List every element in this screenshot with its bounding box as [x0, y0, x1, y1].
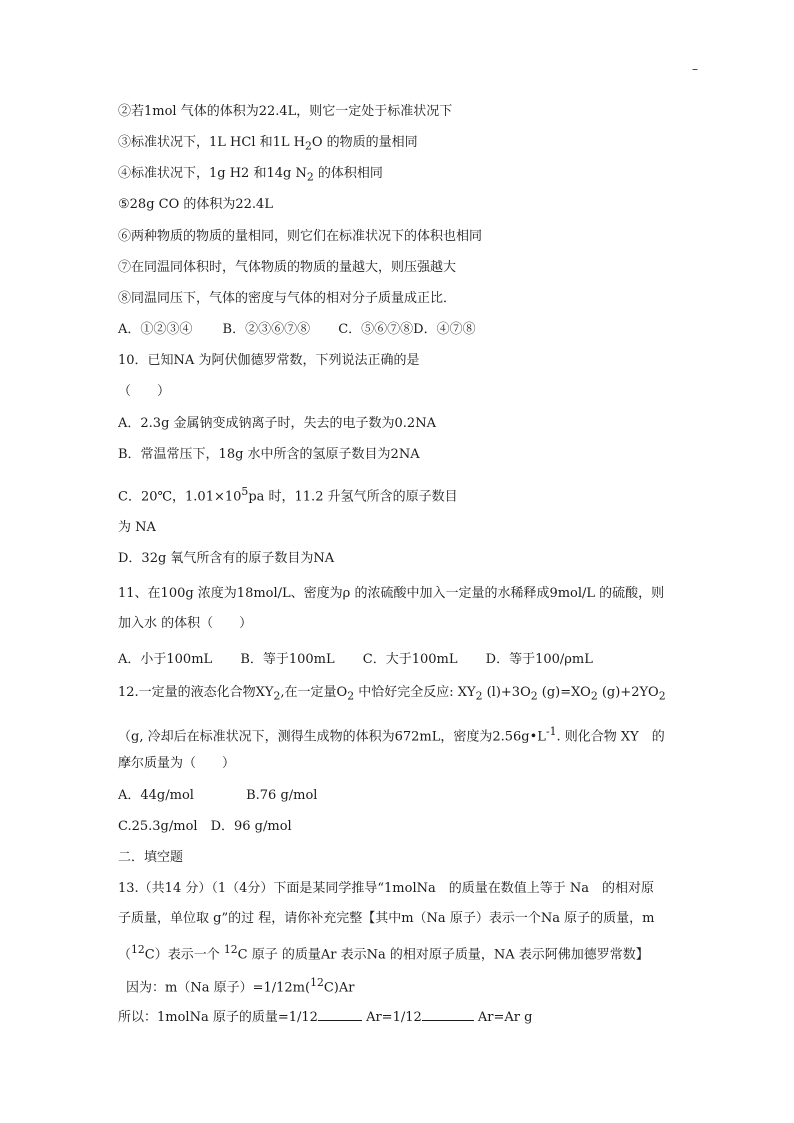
q9-statement-3: ③标准状况下，1L HCl 和1L $H_2O$ 的物质的量相同 [118, 135, 418, 153]
q10-option-a: A．2.3g 金属钠变成钠离子时，失去的电子数为0.2NA [118, 416, 436, 431]
q11-option-c: C．大于100mL [362, 652, 458, 667]
q13-stem: 13.（共14 分）（1（4分）下面是某同学推导“1molNa 的质量在数值上等于 Na 的相对原 [118, 881, 655, 896]
q9-statement-4: ④标准状况下，1g H2 和14g $N_2$ 的体积相同 [118, 166, 383, 184]
answer-blank-1[interactable] [318, 1008, 362, 1021]
q11-option-a: A．小于100mL [118, 652, 213, 667]
q10-option-c-continued: 为 NA [118, 520, 156, 535]
q10-option-d: D．32g 氧气所含有的原子数目为NA [118, 551, 335, 566]
q11-option-d: D．等于100/ρmL [485, 652, 593, 667]
q9-statement-2: ②若1mol 气体的体积为22.4L，则它一定处于标准状况下 [118, 104, 453, 119]
q11-stem-continued: 加入水 的体积（ ） [118, 616, 253, 631]
q13-definitions: （$^{12}$C）表示一个 $^{12}$C 原子 的质量Ar 表示Na 的相对原子质量，NA 表示阿佛加德罗常数】 [118, 943, 649, 963]
q12-options-cd: C.25.3g/mol D．96 g/mol [118, 819, 292, 834]
q9-statement-5: ⑤28g CO 的体积为22.4L [118, 197, 273, 212]
q9-option-cd: C．⑤⑥⑦⑧D．④⑦⑧ [338, 322, 476, 337]
q9-statement-6: ⑥两种物质的物质的量相同，则它们在标准状况下的体积也相同 [118, 229, 483, 244]
q10-answer-paren: （ ） [118, 384, 171, 399]
q12-option-a: A．44g/mol [118, 788, 194, 803]
q12-stem: 12.一定量的液态化合物$XY_2$,在一定量$O_2$ 中恰好完全反应: $XY_2$ $(l)+3O_2$ $(g)=XO_2$ $(g)+2YO_2$ [118, 685, 666, 703]
q9-option-a: A．①②③④ [118, 322, 193, 337]
q13-therefore: 所以：1molNa 原子的质量=1/12 Ar=1/12 Ar=Ar g [118, 1010, 533, 1025]
q13-stem-continued: 子质量，单位取 g”的过 程，请你补充完整【其中m（Na 原子）表示一个Na 原子的质量，m [118, 911, 655, 926]
q10-option-c: C．20℃，$1.01\times 10^5pa$ 时，11.2 升氢气所含的原子数目 [118, 485, 458, 505]
q9-option-b: B．②③⑥⑦⑧ [222, 322, 311, 337]
q11-options [118, 651, 593, 669]
q12-stem-end: 摩尔质量为（ ） [118, 756, 236, 771]
q12-option-b: B.76 g/mol [246, 788, 318, 803]
q12-options-ab [118, 787, 317, 805]
answer-blank-2[interactable] [422, 1008, 474, 1021]
q11-option-b: B．等于100mL [240, 652, 335, 667]
section-title: 二．填空题 [118, 850, 184, 865]
q9-statement-8: ⑧同温同压下，气体的密度与气体的相对分子质量成正比． [118, 291, 457, 306]
q9-options [118, 321, 476, 339]
q13-because: 因为：m（Na 原子）=1/12m($^{12}$C)Ar [126, 976, 355, 996]
q11-stem: 11、在100g 浓度为18mol/L、密度为ρ 的浓硫酸中加入一定量的水稀释成9mol/L 的硫酸，则 [118, 586, 665, 601]
corner-mark: – [692, 62, 698, 76]
q10-stem: 10．已知NA 为阿伏伽德罗常数，下列说法正确的是 [118, 353, 420, 368]
q9-statement-7: ⑦在同温同体积时，气体物质的物质的量越大，则压强越大 [118, 260, 457, 275]
q12-stem-continued: （g, 冷却后在标准状况下，测得生成物的体积为672mL，密度为$2.56g•L^{-1}$. 则化合物 XY 的 [118, 725, 665, 745]
q10-option-b: B．常温常压下，18g 水中所含的氢原子数目为2NA [118, 447, 420, 462]
